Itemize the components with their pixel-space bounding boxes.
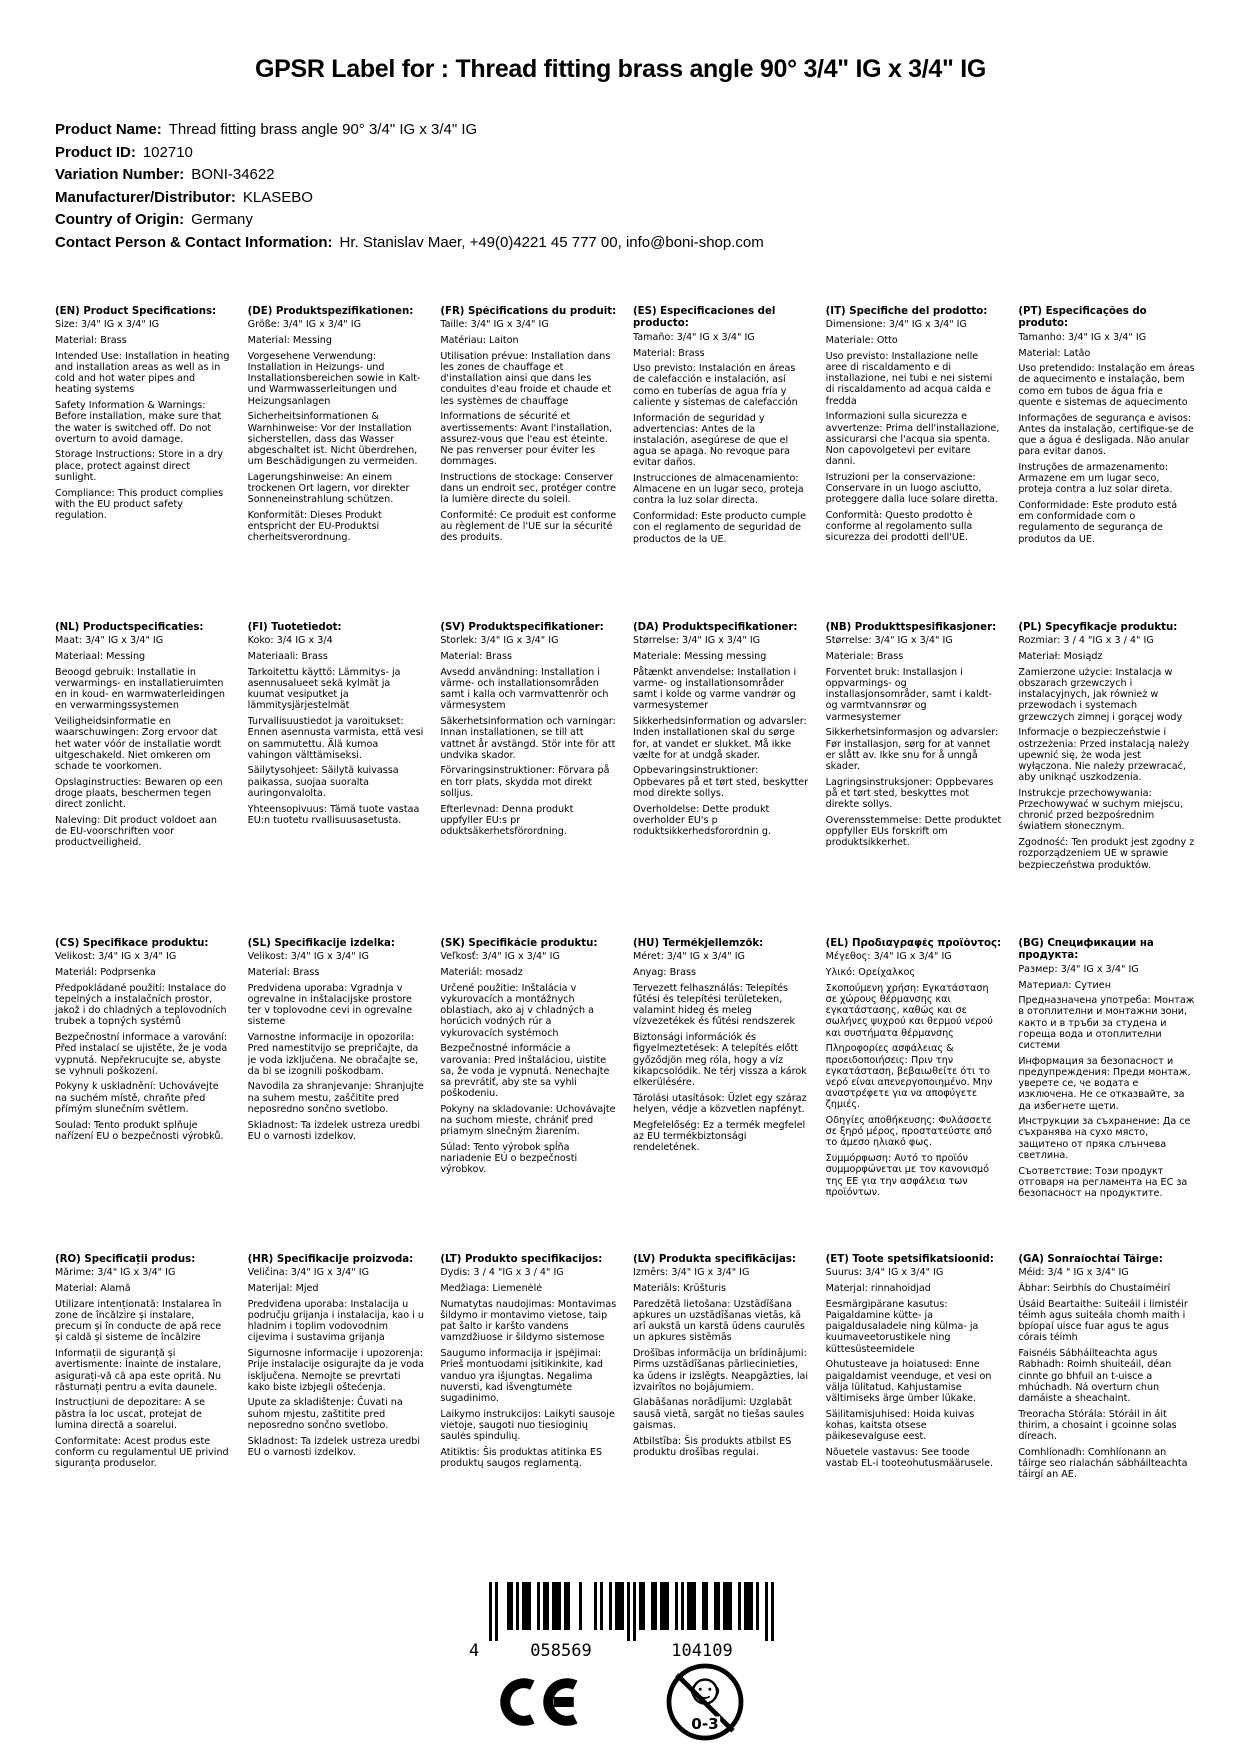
product-info-label: Manufacturer/Distributor:	[55, 188, 236, 206]
spec-paragraph: Informacje o bezpieczeństwie i ostrzeżenia: Przed instalacją należy upewnić się, że woda jest wyłączona. Nie należy przewracać, aby uniknąć uszkodzenia.	[1018, 727, 1190, 784]
spec-block-fi	[248, 622, 425, 938]
spec-paragraph: Conformitate: Acest produs este conform cu regulamentul UE privind siguranța produselor.	[55, 1435, 229, 1469]
spec-paragraph: Glabāšanas norādījumi: Uzglabāt sausā vietā, sargāt no tiešas saules gaismas.	[633, 1397, 805, 1431]
spec-paragraph: Material: Brass	[55, 335, 127, 347]
spec-paragraph: Compliance: This product complies with the EU product safety regulation.	[55, 487, 224, 521]
spec-paragraph: Pokyny k uskladnění: Uchovávejte na suchém místě, chraňte před přímým slunečním světlem.	[55, 1081, 219, 1115]
spec-block-it	[826, 306, 1003, 622]
spec-block-nb	[826, 622, 1003, 938]
spec-paragraph: Материал: Сутиен	[1018, 979, 1111, 991]
spec-header: (HR) Specifikacije proizvoda:	[247, 1254, 414, 1265]
spec-header: (SL) Specifikacije izdelka:	[247, 938, 395, 949]
spec-paragraph: Conformidad: Este producto cumple con el reglamento de seguridad de productos de la UE.	[633, 511, 806, 545]
spec-paragraph: Navodila za shranjevanje: Shranjujte na suhem mestu, zaščitite pred neposredno sončno svetlobo.	[247, 1081, 424, 1115]
spec-paragraph: Treoracha Stórála: Stóráil in áit thirim, a chosaint i gcoinne solas díreach.	[1018, 1408, 1177, 1443]
spec-paragraph: Tamaño: 3/4" IG x 3/4" IG	[633, 331, 755, 343]
spec-paragraph: Uso pretendido: Instalação em áreas de aquecimento e instalação, bem como em tubos de água fria e quente e sistemas de aquecimento	[1018, 363, 1195, 408]
spec-paragraph: Bezpečnostné informácie a varovania: Pred inštaláciou, uistite sa, že voda je vypnutá. Nenechajte sa prevrátiť, aby ste sa vyhli poškodeniu.	[440, 1043, 610, 1100]
spec-paragraph: Lagringsinstruksjoner: Oppbevares på et tørt sted, beskyttes mot direkte sollys.	[825, 776, 994, 811]
spec-header: (LT) Produkto specifikacijos:	[440, 1254, 603, 1265]
spec-paragraph: Instrucciones de almacenamiento: Almacene en un lugar seco, proteja contra la luz solar directa.	[633, 473, 804, 507]
spec-paragraph: Medžiaga: Liemenėlė	[440, 1283, 543, 1295]
spec-paragraph: Matériau: Laiton	[440, 335, 519, 347]
spec-header: (NB) Produkttspesifikasjoner:	[825, 622, 997, 633]
spec-paragraph: Intended Use: Installation in heating and installation areas as well as in cold and hot water pipes and heating systems	[55, 350, 230, 396]
spec-paragraph: Dydis: 3 / 4 "IG x 3 / 4" IG	[440, 1267, 564, 1279]
spec-paragraph: Biztonsági információk és figyelmeztetések: A telepítés előtt győződjön meg róla, hogy a víz kikapcsolódik. Ne térj vissza a károk elkerülésére.	[633, 1032, 807, 1088]
spec-paragraph: Maat: 3/4" IG x 3/4" IG	[55, 635, 164, 647]
spec-paragraph: Predvidena uporaba: Vgradnja v ogrevalne in inštalacijske prostore ter v toplovodne cevi in ogrevalne sisteme	[247, 982, 413, 1028]
spec-paragraph: Instructions de stockage: Conserver dans un endroit sec, protéger contre la lumière directe du soleil.	[440, 471, 617, 506]
spec-paragraph: Informações de segurança e avisos: Antes da instalação, certifique-se de que a água é desligada. Não anular para evitar danos.	[1018, 412, 1194, 458]
spec-header: (DE) Produktspezifikationen:	[247, 306, 414, 317]
spec-block-en	[55, 306, 232, 622]
spec-block-de	[248, 306, 425, 622]
spec-paragraph: Säilytysohjeet: Säilytä kuivassa paikassa, suojaa suoralta auringonvalolta.	[247, 765, 399, 799]
spec-block-fr	[440, 306, 617, 622]
spec-paragraph: Instruções de armazenamento: Armazene em um lugar seco, proteja contra a luz solar direta.	[1018, 461, 1173, 496]
spec-paragraph: Veľkosť: 3/4" IG x 3/4" IG	[440, 951, 560, 963]
spec-paragraph: Varnostne informacije in opozorila: Pred namestitvijo se prepričajte, da je voda izključena. Ne obračajte se, da bi se izognili poškodbam.	[247, 1032, 419, 1077]
product-info-value: 102710	[142, 143, 193, 161]
spec-header: (RO) Specificații produs:	[55, 1254, 196, 1265]
barcode-right-digits: 104109	[671, 1641, 733, 1661]
spec-block-da	[633, 622, 810, 938]
spec-paragraph: Suurus: 3/4" IG x 3/4" IG	[825, 1267, 944, 1279]
spec-header: (SV) Produktspecifikationer:	[440, 622, 604, 633]
spec-paragraph: Instrukcje przechowywania: Przechowywać w suchym miejscu, chronić przed bezpośrednim światłem słonecznym.	[1018, 787, 1184, 833]
spec-paragraph: Konformität: Dieses Produkt entspricht der EU-Produktsi cherheitsverordnung.	[247, 509, 382, 544]
spec-header: (ET) Toote spetsifikatsioonid:	[825, 1254, 994, 1265]
spec-paragraph: Turvallisuustiedot ja varoitukset: Ennen asennusta varmista, että vesi on sammutettu. Älä kumoa vahingon välttämiseksi.	[247, 716, 424, 761]
spec-paragraph: Určené použitie: Inštalácia v vykurovacích a montážnych oblastiach, ako aj v chladných a horúcich vodných rúr a vykurovacích systémoch	[440, 982, 594, 1039]
spec-paragraph: Conformidade: Este produto está em conformidade com o regulamento de segurança de produtos da UE.	[1018, 499, 1178, 545]
spec-paragraph: Συμμόρφωση: Αυτό το προϊόν συμμορφώνεται με τον κανονισμό της ΕΕ για την ασφάλεια των προϊόντων.	[825, 1153, 990, 1198]
spec-block-nl	[55, 622, 232, 938]
spec-paragraph: Skladnost: Ta izdelek ustreza uredbi EU o varnosti izdelkov.	[247, 1435, 420, 1458]
product-info-value: Hr. Stanislav Maer, +49(0)4221 45 777 00, info@boni-shop.com	[339, 233, 764, 251]
spec-paragraph: Materiale: Messing messing	[633, 651, 767, 663]
spec-block-lt	[440, 1254, 617, 1570]
spec-paragraph: Laikymo instrukcijos: Laikyti sausoje vietoje, saugoti nuo tiesioginių saulės spindulių.	[440, 1408, 615, 1443]
spec-paragraph: Предназначена употреба: Монтаж в отоплителни и монтажни зони, както и в тръби за студена и гореща вода и отоплителни системи	[1018, 995, 1195, 1052]
spec-header: (EN) Product Specifications:	[55, 306, 217, 317]
spec-paragraph: Mărime: 3/4" IG x 3/4" IG	[55, 1267, 176, 1279]
product-info-label: Product ID:	[55, 143, 136, 161]
spec-paragraph: Materiał: Mosiądz	[1018, 651, 1103, 663]
spec-block-hu	[633, 938, 810, 1254]
barcode-bars	[489, 1582, 774, 1641]
spec-paragraph: Atitiktis: Šis produktas atitinka ES produktų saugos reglamentą.	[440, 1446, 603, 1469]
spec-paragraph: Utilisation prévue: Installation dans les zones de chauffage et d'installation ainsi que dans les conduites d'eau froide et chaude et les systèmes de chauffage	[440, 350, 612, 407]
spec-paragraph: Storlek: 3/4" IG x 3/4" IG	[440, 635, 559, 647]
product-info-block	[55, 119, 1196, 254]
spec-paragraph: Størrelse: 3/4" IG x 3/4" IG	[633, 635, 761, 647]
spec-paragraph: Vorgesehene Verwendung: Installation in Heizungs- und Installationsbereichen sowie in Kalt- und Warmwasserleitungen und Heizungsanlagen	[247, 350, 421, 407]
spec-paragraph: Predviđena uporaba: Instalacija u području grijanja i instalacija, kao i u hladnim i toplim vodovodnim cijevima i sustavima grijanja	[247, 1298, 424, 1344]
product-info-value: BONI-34622	[191, 166, 275, 183]
spec-paragraph: Materiál: Podprsenka	[55, 967, 156, 979]
spec-paragraph: Material: Latão	[1018, 347, 1091, 359]
spec-paragraph: Material: Brass	[440, 651, 512, 663]
compliance-marks-row	[0, 1656, 1241, 1748]
spec-paragraph: Súlad: Tento výrobok spĺňa nariadenie EÚ o bezpečnosti výrobkov.	[440, 1141, 578, 1176]
spec-paragraph: Koko: 3/4 IG x 3/4	[247, 635, 333, 647]
spec-paragraph: Størrelse: 3/4" IG x 3/4" IG	[825, 635, 953, 647]
spec-paragraph: Materiál: mosadz	[440, 967, 523, 979]
age-range-label: 0-3	[690, 1715, 719, 1734]
spec-paragraph: Yhteensopivuus: Tämä tuote vastaa EU:n tuotetu rvallisuusasetusta.	[247, 803, 420, 826]
spec-paragraph: Materjal: rinnahoidjad	[825, 1283, 931, 1295]
spec-paragraph: Velikost: 3/4" IG x 3/4" IG	[247, 951, 369, 963]
spec-block-bg	[1018, 938, 1195, 1254]
spec-block-ga	[1018, 1254, 1195, 1570]
ean13-barcode-icon	[463, 1580, 778, 1662]
spec-paragraph: Utilizare intenționată: Instalarea în zone de încălzire și instalare, precum și în conducte de apă rece și caldă și sisteme de încălzire	[55, 1298, 222, 1344]
spec-paragraph: Pokyny na skladovanie: Uchovávajte na suchom mieste, chrániť pred priamym slnečným žiarením.	[440, 1103, 616, 1138]
spec-paragraph: Sicherheitsinformationen & Warnhinweise: Vor der Installation sicherstellen, dass das Wasser abgeschaltet ist. Nicht überdrehen, um Beschädigungen zu vermeiden.	[247, 411, 418, 468]
spec-paragraph: Numatytas naudojimas: Montavimas šildymo ir montavimo vietose, taip pat šalto ir karšto vandens vamzdžiuose ir šildymo sistemose	[440, 1298, 617, 1344]
spec-block-es	[633, 306, 810, 622]
spec-paragraph: Πληροφορίες ασφάλειας & προειδοποιήσεις: Πριν την εγκατάσταση, βεβαιωθείτε ότι το νερό είναι απενεργοποιημένο. Μην αναστρέφετε για να αποφύγετε ζημιές.	[825, 1043, 993, 1111]
product-info-label: Contact Person & Contact Information:	[55, 233, 333, 251]
product-info-value: KLASEBO	[242, 188, 313, 206]
barcode-system-digit: 4	[469, 1641, 480, 1661]
spec-paragraph: Megfelelőség: Ez a termék megfelel az EU termékbiztonsági rendeletének.	[633, 1119, 806, 1153]
spec-paragraph: Conformité: Ce produit est conforme au règlement de l'UE sur la sécurité des produits.	[440, 509, 617, 544]
spec-block-el	[826, 938, 1003, 1254]
spec-paragraph: Nõuetele vastavus: See toode vastab EL-i tooteohutusmäärusele.	[825, 1446, 994, 1469]
spec-block-lv	[633, 1254, 810, 1570]
product-info-value: Germany	[191, 211, 253, 228]
spec-paragraph: Tarkoitettu käyttö: Lämmitys- ja asennusalueet sekä kylmät ja kuumat vesiputket ja lämmitysjärjestelmät	[247, 666, 401, 712]
spec-paragraph: Předpokládané použití: Instalace do tepelných a instalačních prostor, jakož i do chladných a teplovodních trubek a topných systémů	[55, 982, 227, 1028]
spec-block-et	[826, 1254, 1003, 1570]
spec-paragraph: Съответствие: Този продукт отговаря на регламента на ЕС за безопасност на продуктите.	[1018, 1165, 1188, 1199]
language-specs-grid	[55, 306, 1195, 1570]
barcode-section	[0, 1580, 1241, 1662]
spec-block-ro	[55, 1254, 232, 1570]
spec-paragraph: Avsedd användning: Installation i värme- och installationsområden samt i kalla och varmvattenrör och värmesystem	[440, 666, 609, 712]
product-info-label: Country of Origin:	[55, 211, 185, 228]
spec-header: (SK) Špecifikácie produktu:	[440, 938, 598, 949]
spec-header: (LV) Produkta specifikācijas:	[633, 1254, 796, 1265]
spec-header: (CS) Specifikace produktu:	[55, 938, 209, 949]
spec-paragraph: Σκοπούμενη χρήση: Εγκατάσταση σε χώρους θέρμανσης και εγκατάστασης, καθώς και σε σωλήνες ψυχρού και θερμού νερού και συστήματα θέρμανσης	[825, 982, 993, 1039]
spec-paragraph: Säilitamisjuhised: Hoida kuivas kohas, kaitsta otsese päikesevalguse eest.	[825, 1408, 975, 1443]
barcode-left-digits: 058569	[530, 1641, 592, 1661]
spec-paragraph: Faisnéis Sábháilteachta agus Rabhadh: Roimh shuiteáil, déan cinnte go bhfuil an t-uisce a mhúchadh. Ná overturn chun damáiste a sheachaint.	[1018, 1348, 1172, 1404]
spec-paragraph: Paredzētā lietošana: Uzstādīšana apkures un uzstādīšanas vietās, kā arī aukstā un karstā ūdens caurulēs un apkures sistēmās	[633, 1298, 805, 1344]
spec-header: (NL) Productspecificaties:	[55, 622, 204, 633]
spec-paragraph: Storage Instructions: Store in a dry place, protect against direct sunlight.	[55, 449, 224, 483]
spec-paragraph: Skladnost: Ta izdelek ustreza uredbi EU o varnosti izdelkov.	[247, 1119, 420, 1142]
age-warning-0-3-icon	[665, 1662, 745, 1742]
spec-paragraph: Méid: 3/4 " IG x 3/4" IG	[1018, 1267, 1129, 1279]
spec-paragraph: Sikkerhetsinformasjon og advarsler: Før installasjon, sørg for at vannet er slått av. Ikke snu for å unngå skader.	[825, 727, 999, 772]
spec-paragraph: Ohutusteave ja hoiatused: Enne paigaldamist veenduge, et vesi on välja lülitatud. Kahjustamise vältimiseks ärge ümber lükake.	[825, 1359, 992, 1404]
page-title: GPSR Label for : Thread fitting brass angle 90° 3/4" IG x 3/4" IG	[254, 55, 987, 83]
spec-block-pt	[1018, 306, 1195, 622]
spec-paragraph: Tamanho: 3/4" IG x 3/4" IG	[1018, 331, 1147, 343]
spec-paragraph: Dimensione: 3/4" IG x 3/4" IG	[825, 319, 967, 331]
spec-paragraph: Materiaal: Messing	[55, 651, 146, 663]
spec-paragraph: Tárolási utasítások: Üzlet egy száraz helyen, védje a közvetlen napfényt.	[633, 1092, 807, 1115]
spec-header: (PT) Especificações do produto:	[1018, 306, 1147, 330]
spec-paragraph: Conformità: Questo prodotto è conforme al regolamento sulla sicurezza dei prodotti dell'UE.	[825, 509, 973, 544]
spec-header: (FR) Spécifications du produit:	[440, 306, 617, 317]
spec-header: (GA) Sonraíochtaí Táirge:	[1018, 1254, 1163, 1265]
spec-paragraph: Material: Alamă	[55, 1283, 131, 1295]
spec-paragraph: Overensstemmelse: Dette produktet oppfyller EUs forskrift om produktsikkerhet.	[825, 814, 1002, 849]
spec-paragraph: Información de seguridad y advertencias: Antes de la instalación, asegúrese de que el agua se apaga. No revoque para evitar daños.	[633, 412, 791, 469]
spec-paragraph: Lagerungshinweise: An einem trockenen Ort lagern, vor direkter Sonneneinstrahlung schützen.	[247, 471, 410, 506]
spec-paragraph: Úsáid Beartaithe: Suiteáil i limistéir téimh agus suiteála chomh maith i bpíopaí uisce fuar agus te agus córais téimh	[1018, 1298, 1188, 1344]
spec-paragraph: Eesmärgipärane kasutus: Paigaldamine kütte- ja paigaldusaladele ning külma- ja kuumaveetorustikele ning küttesüsteemidele	[825, 1298, 979, 1355]
spec-paragraph: Förvaringsinstruktioner: Förvara på en torr plats, skydda mot direkt solljus.	[440, 765, 610, 799]
spec-block-sk	[440, 938, 617, 1254]
spec-paragraph: Инструкции за съхранение: Да се съхранява на сухо място, защитено от пряка слънчева светлина.	[1018, 1116, 1191, 1161]
spec-header: (BG) Спецификации на продукта:	[1018, 938, 1154, 962]
spec-paragraph: Zamierzone użycie: Instalacja w obszarach grzewczych i instalacyjnych, jak również w przewodach i systemach grzewczych zimnej i gorącej wody	[1018, 666, 1183, 723]
spec-paragraph: Material: Brass	[633, 347, 705, 359]
spec-paragraph: Materijal: Mjed	[247, 1283, 319, 1295]
product-info-label: Product Name:	[55, 121, 162, 138]
spec-header: (FI) Tuotetiedot:	[247, 622, 342, 633]
product-info-value: Thread fitting brass angle 90° 3/4" IG x 3/4" IG	[168, 121, 478, 138]
spec-paragraph: Υλικό: Ορείχαλκος	[825, 967, 916, 979]
spec-paragraph: Naleving: Dit product voldoet aan de EU-voorschriften voor productveiligheid.	[55, 814, 217, 849]
spec-paragraph: Informazioni sulla sicurezza e avvertenze: Prima dell'installazione, assicurarsi che l'acqua sia spenta. Non capovolgetevi per evitare danni.	[825, 411, 1000, 468]
product-info-line	[55, 232, 1196, 255]
spec-paragraph: Istruzioni per la conservazione: Conservare in un luogo asciutto, proteggere dalla luce solare diretta.	[825, 471, 998, 506]
spec-block-sv	[440, 622, 617, 938]
spec-paragraph: Информация за безопасност и предупреждения: Преди монтаж, уверете се, че водата е изключена. Не се отказвайте, за да избегнете щети.	[1018, 1055, 1191, 1112]
spec-paragraph: Ábhar: Seirbhís do Chustaiméirí	[1018, 1283, 1171, 1295]
spec-paragraph: Μέγεθος: 3/4" IG x 3/4" IG	[825, 951, 952, 963]
spec-paragraph: Size: 3/4" IG x 3/4" IG	[55, 319, 160, 331]
spec-paragraph: Safety Information & Warnings: Before installation, make sure that the water is switched off. Do not overturn to avoid damage.	[55, 400, 222, 445]
spec-paragraph: Informații de siguranță și avertismente: Înainte de instalare, asigurați-vă că apa este oprită. Nu răsturnați pentru a evita daunele.	[55, 1348, 222, 1393]
spec-paragraph: Comhlíonadh: Comhlíonann an táirge seo rialachán sábháilteachta táirgí an AE.	[1018, 1446, 1188, 1481]
spec-paragraph: Bezpečnostní informace a varování: Před instalací se ujistěte, že je voda vypnutá. Nepřekrucujte se, abyste se vyhnuli poškození.	[55, 1032, 228, 1077]
spec-block-hr	[248, 1254, 425, 1570]
spec-paragraph: Materiaali: Brass	[247, 651, 328, 663]
spec-paragraph: Größe: 3/4" IG x 3/4" IG	[247, 319, 362, 331]
spec-paragraph: Izmērs: 3/4" IG x 3/4" IG	[633, 1267, 750, 1279]
spec-paragraph: Οδηγίες αποθήκευσης: Φυλάσσετε σε ξηρό μέρος, προστατεύστε από το άμεσο ηλιακό φως.	[825, 1115, 992, 1149]
spec-paragraph: Beoogd gebruik: Installatie in verwarmings- en installatieruimten en in koud- en warmwaterleidingen en verwarmingssystemen	[55, 666, 225, 712]
spec-paragraph: Upute za skladištenje: Čuvati na suhom mjestu, zaštitite pred neposredno sončno svetlobo.	[247, 1397, 403, 1431]
spec-block-cs	[55, 938, 232, 1254]
spec-paragraph: Размер: 3/4" IG x 3/4" IG	[1018, 963, 1139, 975]
spec-paragraph: Sikkerhedsinformation og advarsler: Inden installationen skal du sørge for, at vandet er slukket. Må ikke vælte for at undgå skader.	[633, 716, 807, 761]
spec-paragraph: Veiligheidsinformatie en waarschuwingen: Zorg ervoor dat het water vóór de installatie wordt uitgeschakeld. Niet omkeren om schade te voorkomen.	[55, 716, 221, 772]
spec-paragraph: Säkerhetsinformation och varningar: Innan installationen, se till att vattnet år avstängd. Stör inte för att undvika skador.	[440, 716, 616, 761]
spec-paragraph: Materiale: Otto	[825, 335, 898, 347]
spec-block-pl	[1018, 622, 1195, 938]
spec-paragraph: Drošības informācija un brīdinājumi: Pirms uzstādīšanas pārliecinieties, ka ūdens ir izslēgts. Neapgāzties, lai izvairītos no bojājumiem.	[633, 1348, 809, 1393]
spec-paragraph: Forventet bruk: Installasjon i oppvarmings- og installasjonsområder, samt i kaldt- og varmtvannsrør og varmesystemer	[825, 666, 992, 723]
spec-paragraph: Uso previsto: Installazione nelle aree di riscaldamento e di installazione, nei tubi e nei sistemi di riscaldamento ad acqua calda e fredda	[825, 350, 993, 407]
spec-paragraph: Rozmiar: 3 / 4 "IG x 3 / 4" IG	[1018, 635, 1154, 647]
spec-paragraph: Velikost: 3/4" IG x 3/4" IG	[55, 951, 177, 963]
spec-paragraph: Saugumo informacija ir įspėjimai: Prieš montuodami įsitikinkite, kad vanduo yra išjungtas. Negalima nuversti, kad išvengtumėte sugadinimo.	[440, 1348, 603, 1404]
spec-paragraph: Opbevaringsinstruktioner: Opbevares på et tørt sted, beskytter mod direkte sollys.	[633, 765, 809, 799]
spec-paragraph: Materiale: Brass	[825, 651, 904, 663]
spec-paragraph: Tervezett felhasználás: Telepítés fűtési és telepítési területeken, valamint hideg és meleg vízvezetékek és fűtési rendszerek	[633, 982, 796, 1028]
product-info-line	[55, 187, 1196, 210]
spec-paragraph: Atbilstība: Šis produkts atbilst ES produktu drošības regulai.	[633, 1435, 792, 1458]
spec-header: (IT) Specifiche del prodotto:	[825, 306, 988, 317]
spec-block-sl	[248, 938, 425, 1254]
spec-paragraph: Overholdelse: Dette produkt overholder EU's p roduktsikkerhedsforordnin g.	[633, 803, 772, 837]
spec-paragraph: Anyag: Brass	[633, 967, 696, 979]
product-info-line	[55, 164, 1196, 187]
ce-mark-icon	[497, 1676, 583, 1728]
spec-header: (DA) Produktspecifikationer:	[633, 622, 798, 633]
spec-paragraph: Material: Brass	[247, 967, 320, 979]
spec-paragraph: Sigurnosne informacije i upozorenja: Prije instalacije osigurajte da je voda isključena. Nemojte se prevrtati kako biste izbjegli oštećenja.	[247, 1348, 425, 1393]
spec-paragraph: Méret: 3/4" IG x 3/4" IG	[633, 951, 745, 963]
spec-header: (EL) Προδιαγραφές προϊόντος:	[825, 938, 1002, 949]
spec-paragraph: Instrucțiuni de depozitare: A se păstra la loc uscat, protejat de lumina directă a soarelui.	[55, 1397, 206, 1431]
spec-paragraph: Efterlevnad: Denna produkt uppfyller EU:s pr oduktsäkerhetsförordning.	[440, 803, 574, 837]
product-info-line	[55, 142, 1196, 165]
spec-header: (HU) Termékjellemzők:	[633, 938, 764, 949]
spec-paragraph: Uso previsto: Instalación en áreas de calefacción e instalación, así como en tuberías de agua fría y caliente y sistemas de calefacción	[633, 363, 798, 408]
spec-header: (PL) Specyfikacje produktu:	[1018, 622, 1178, 633]
spec-paragraph: Veličina: 3/4" IG x 3/4" IG	[247, 1267, 369, 1279]
spec-paragraph: Opslaginstructies: Bewaren op een droge plaats, beschermen tegen direct zonlicht.	[55, 776, 223, 811]
spec-paragraph: Taille: 3/4" IG x 3/4" IG	[440, 319, 549, 331]
spec-paragraph: Materiāls: Krūšturis	[633, 1283, 727, 1295]
spec-paragraph: Soulad: Tento produkt splňuje nařízení EU o bezpečnosti výrobků.	[55, 1119, 224, 1142]
spec-paragraph: Material: Messing	[247, 335, 332, 347]
spec-header: (ES) Especificaciones del producto:	[633, 306, 776, 330]
spec-paragraph: Informations de sécurité et avertissements: Avant l'installation, assurez-vous que l'eau est éteinte. Ne pas renverser pour éviter les dommages.	[440, 411, 613, 468]
product-info-label: Variation Number:	[55, 166, 185, 183]
spec-paragraph: Påtænkt anvendelse: Installation i varme- og installationsområder samt i kolde og varme vandrør og varmesystemer	[633, 666, 797, 712]
product-info-line	[55, 209, 1196, 232]
product-info-line	[55, 119, 1196, 142]
spec-paragraph: Zgodność: Ten produkt jest zgodny z rozporządzeniem UE w sprawie bezpieczeństwa produktów.	[1018, 837, 1195, 871]
